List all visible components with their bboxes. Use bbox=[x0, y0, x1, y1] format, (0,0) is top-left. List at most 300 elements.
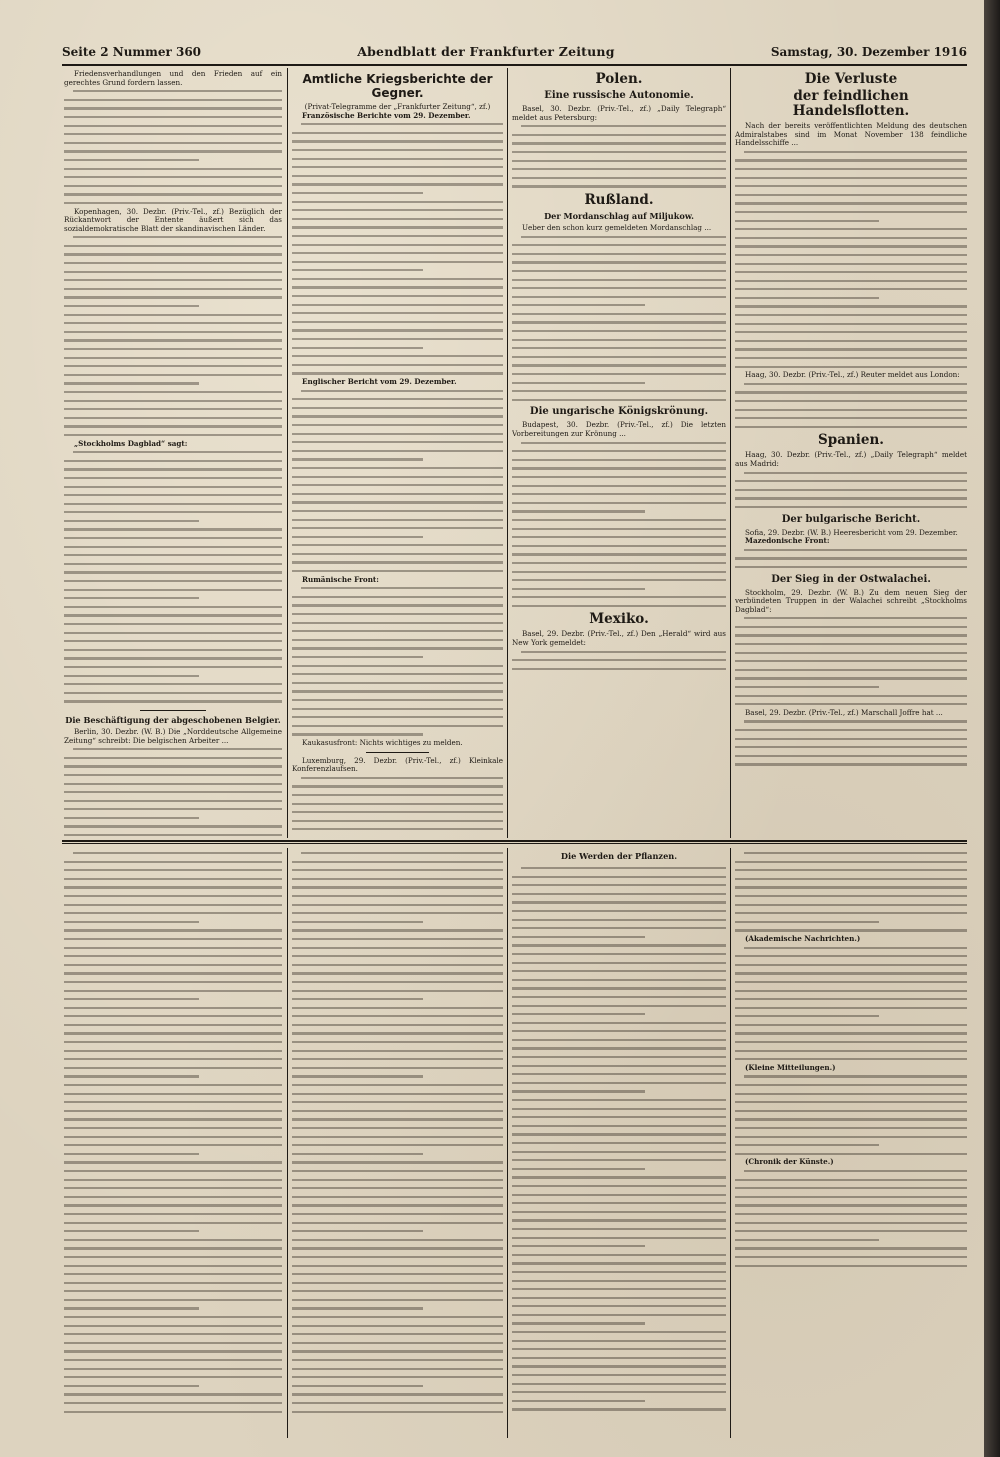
text-line bbox=[292, 215, 503, 224]
text-line bbox=[512, 898, 726, 907]
text-line bbox=[735, 918, 967, 927]
text-line bbox=[292, 636, 503, 645]
text-line bbox=[292, 352, 503, 361]
text-line bbox=[64, 1081, 282, 1090]
text-line bbox=[292, 369, 503, 378]
text-line bbox=[64, 1184, 282, 1193]
text-line bbox=[64, 405, 282, 414]
text-line bbox=[735, 735, 967, 744]
text-line bbox=[292, 507, 503, 516]
text-line bbox=[292, 791, 503, 800]
text-line bbox=[735, 726, 967, 735]
text-line bbox=[512, 1302, 726, 1311]
text-line bbox=[512, 1319, 726, 1328]
text-line bbox=[292, 817, 503, 826]
text-line bbox=[735, 1107, 967, 1116]
text-line bbox=[512, 533, 726, 542]
text-line bbox=[292, 249, 503, 258]
text-line bbox=[735, 1167, 967, 1176]
text-line bbox=[512, 1070, 726, 1079]
text-line bbox=[512, 139, 726, 148]
article-text: (Kleine Mitteilungen.) bbox=[745, 1062, 836, 1072]
text-line bbox=[512, 542, 726, 551]
text-line bbox=[64, 944, 282, 953]
text-line bbox=[735, 623, 967, 632]
article-text: Rumänische Front: bbox=[302, 574, 379, 584]
text-line bbox=[735, 866, 967, 875]
text-line bbox=[292, 550, 503, 559]
text-line bbox=[64, 371, 282, 380]
text-line bbox=[64, 611, 282, 620]
text-line bbox=[735, 987, 967, 996]
text-line bbox=[735, 1072, 967, 1081]
text-line bbox=[64, 1038, 282, 1047]
text-line bbox=[64, 797, 282, 806]
text-line bbox=[292, 1296, 503, 1305]
text-line bbox=[64, 113, 282, 122]
text-line bbox=[735, 503, 967, 512]
text-line bbox=[292, 481, 503, 490]
text-line bbox=[64, 534, 282, 543]
text-line bbox=[512, 1216, 726, 1225]
text-line bbox=[292, 155, 503, 164]
text-line bbox=[64, 336, 282, 345]
text-line bbox=[64, 422, 282, 431]
text-line bbox=[292, 421, 503, 430]
text-line bbox=[512, 1208, 726, 1217]
section-title: Die Verluste bbox=[804, 71, 898, 87]
text-line bbox=[64, 1141, 282, 1150]
article-text: Budapest, 30. Dezbr. (Priv.-Tel., zf.) Die letzten Vorbereitungen zur Krönung ... bbox=[512, 420, 726, 438]
text-line bbox=[292, 146, 503, 155]
text-line bbox=[735, 1150, 967, 1159]
text-line bbox=[512, 148, 726, 157]
text-line bbox=[735, 978, 967, 987]
text-line bbox=[512, 924, 726, 933]
text-line bbox=[64, 465, 282, 474]
text-line bbox=[64, 259, 282, 268]
text-line bbox=[64, 995, 282, 1004]
text-line bbox=[64, 1365, 282, 1374]
section-subtitle: Der Mordanschlag auf Miljukow. bbox=[544, 210, 694, 221]
article-text: Luxemburg, 29. Dezbr. (Priv.-Tel., zf.) Kleinkale Konferenzlaufsen. bbox=[292, 755, 503, 774]
text-line bbox=[64, 491, 282, 500]
text-line bbox=[292, 241, 503, 250]
text-line bbox=[512, 250, 726, 259]
text-line bbox=[512, 387, 726, 396]
text-line bbox=[64, 672, 282, 681]
text-line bbox=[512, 1113, 726, 1122]
text-line bbox=[292, 875, 503, 884]
text-line bbox=[292, 198, 503, 207]
text-line bbox=[735, 328, 967, 337]
text-line bbox=[512, 1044, 726, 1053]
text-block bbox=[292, 584, 503, 739]
text-line bbox=[512, 1027, 726, 1036]
text-line bbox=[512, 344, 726, 353]
section-subtitle: Eine russische Autonomie. bbox=[544, 90, 694, 101]
text-line bbox=[64, 1201, 282, 1210]
text-line bbox=[64, 1219, 282, 1228]
text-line bbox=[735, 354, 967, 363]
column-rule bbox=[507, 848, 508, 1438]
text-line bbox=[64, 199, 282, 208]
text-line bbox=[512, 482, 726, 491]
text-line bbox=[512, 1345, 726, 1354]
text-line bbox=[292, 866, 503, 875]
text-line bbox=[292, 774, 503, 783]
text-block bbox=[735, 546, 967, 572]
text-line bbox=[64, 689, 282, 698]
text-line bbox=[64, 250, 282, 259]
text-block bbox=[735, 380, 967, 432]
column-rule bbox=[287, 68, 288, 838]
text-line bbox=[512, 1268, 726, 1277]
text-line bbox=[735, 320, 967, 329]
text-block bbox=[735, 849, 967, 935]
divider bbox=[366, 752, 429, 753]
text-line bbox=[735, 944, 967, 953]
text-line bbox=[64, 1150, 282, 1159]
text-line bbox=[64, 517, 282, 526]
text-line bbox=[292, 909, 503, 918]
masthead: Abendblatt der Frankfurter Zeitung bbox=[357, 44, 615, 59]
text-line bbox=[292, 275, 503, 284]
text-line bbox=[64, 831, 282, 836]
text-line bbox=[292, 172, 503, 181]
text-line bbox=[292, 558, 503, 567]
text-line bbox=[64, 620, 282, 629]
text-line bbox=[64, 1210, 282, 1219]
text-line bbox=[64, 577, 282, 586]
text-line bbox=[512, 864, 726, 873]
text-line bbox=[735, 1253, 967, 1262]
text-line bbox=[735, 225, 967, 234]
text-line bbox=[64, 293, 282, 302]
text-line bbox=[292, 730, 503, 739]
text-line bbox=[64, 1072, 282, 1081]
text-block bbox=[735, 944, 967, 1064]
text-line bbox=[64, 1313, 282, 1322]
text-line bbox=[64, 130, 282, 139]
text-line bbox=[64, 762, 282, 771]
text-block bbox=[512, 864, 726, 1414]
text-line bbox=[512, 122, 726, 131]
text-line bbox=[512, 1311, 726, 1320]
column-4 bbox=[735, 70, 967, 836]
text-line bbox=[292, 610, 503, 619]
text-line bbox=[292, 318, 503, 327]
text-line bbox=[292, 1365, 503, 1374]
text-line bbox=[735, 554, 967, 563]
text-line bbox=[292, 129, 503, 138]
text-line bbox=[292, 412, 503, 421]
text-line bbox=[735, 875, 967, 884]
text-line bbox=[512, 370, 726, 379]
text-line bbox=[512, 976, 726, 985]
text-line bbox=[292, 455, 503, 464]
text-line bbox=[292, 301, 503, 310]
text-line bbox=[292, 952, 503, 961]
text-line bbox=[292, 1287, 503, 1296]
text-line bbox=[512, 984, 726, 993]
text-line bbox=[735, 752, 967, 761]
text-line bbox=[735, 388, 967, 397]
text-line bbox=[64, 654, 282, 663]
text-line bbox=[735, 1038, 967, 1047]
text-line bbox=[735, 156, 967, 165]
text-line bbox=[292, 1081, 503, 1090]
text-line bbox=[735, 1201, 967, 1210]
section-title: Der Sieg in der Ostwalachei. bbox=[771, 573, 931, 585]
text-line bbox=[735, 657, 967, 666]
text-line bbox=[292, 180, 503, 189]
text-line bbox=[292, 808, 503, 817]
text-line bbox=[64, 233, 282, 242]
text-line bbox=[292, 206, 503, 215]
text-line bbox=[64, 1390, 282, 1399]
text-line bbox=[512, 585, 726, 594]
text-line bbox=[64, 1176, 282, 1185]
text-line bbox=[292, 1356, 503, 1365]
text-line bbox=[64, 1347, 282, 1356]
text-line bbox=[512, 1199, 726, 1208]
text-line bbox=[64, 822, 282, 831]
text-line bbox=[512, 1079, 726, 1088]
text-line bbox=[735, 182, 967, 191]
text-line bbox=[64, 1279, 282, 1288]
text-line bbox=[64, 1382, 282, 1391]
text-line bbox=[512, 267, 726, 276]
text-line bbox=[292, 1330, 503, 1339]
text-line bbox=[292, 1158, 503, 1167]
text-line bbox=[735, 666, 967, 675]
text-line bbox=[512, 301, 726, 310]
text-line bbox=[292, 1201, 503, 1210]
text-line bbox=[64, 866, 282, 875]
text-line bbox=[292, 1262, 503, 1271]
text-line bbox=[64, 1236, 282, 1245]
text-line bbox=[292, 1176, 503, 1185]
text-line bbox=[292, 516, 503, 525]
article-text: Nach der bereits veröffentlichten Meldung des deutschen Admiralstabes sind im Monat November 138 feindliche Handelsschiffe ... bbox=[735, 121, 967, 148]
text-line bbox=[292, 533, 503, 542]
text-line bbox=[512, 1019, 726, 1028]
column-1 bbox=[64, 70, 282, 836]
text-line bbox=[735, 640, 967, 649]
text-line bbox=[512, 656, 726, 665]
column-2 bbox=[292, 70, 503, 836]
text-line bbox=[735, 345, 967, 354]
text-line bbox=[512, 933, 726, 942]
text-line bbox=[292, 1390, 503, 1399]
text-line bbox=[512, 550, 726, 559]
text-line bbox=[512, 318, 726, 327]
text-line bbox=[64, 1193, 282, 1202]
text-line bbox=[292, 1270, 503, 1279]
section-title: Amtliche Kriegsberichte der Gegner. bbox=[302, 72, 493, 100]
text-line bbox=[735, 242, 967, 251]
text-line bbox=[292, 584, 503, 593]
text-line bbox=[512, 576, 726, 585]
text-line bbox=[512, 1053, 726, 1062]
text-line bbox=[292, 1038, 503, 1047]
text-line bbox=[735, 1210, 967, 1219]
text-line bbox=[735, 1115, 967, 1124]
text-line bbox=[64, 586, 282, 595]
text-line bbox=[735, 277, 967, 286]
article-text: Stockholm, 29. Dezbr. (W. B.) Zu dem neuen Sieg der verbündeten Truppen in der Walachei schreibt „Stockholms Dagblad“: bbox=[735, 587, 967, 614]
text-block bbox=[512, 122, 726, 191]
text-line bbox=[735, 1047, 967, 1056]
text-line bbox=[735, 674, 967, 683]
text-line bbox=[512, 1182, 726, 1191]
text-line bbox=[64, 805, 282, 814]
text-line bbox=[512, 1405, 726, 1414]
text-line bbox=[735, 1227, 967, 1236]
text-block bbox=[64, 745, 282, 836]
text-line bbox=[512, 361, 726, 370]
text-line bbox=[512, 1371, 726, 1380]
text-block bbox=[735, 469, 967, 512]
text-block bbox=[292, 849, 503, 1416]
text-line bbox=[64, 987, 282, 996]
text-line bbox=[64, 1098, 282, 1107]
article-text: Basel, 30. Dezbr. (Priv.-Tel., zf.) „Daily Telegraph“ meldet aus Petersburg: bbox=[512, 104, 726, 122]
column-rule bbox=[730, 848, 731, 1438]
text-line bbox=[292, 1322, 503, 1331]
text-line bbox=[735, 311, 967, 320]
text-line bbox=[512, 1010, 726, 1019]
text-line bbox=[64, 1330, 282, 1339]
text-line bbox=[292, 1167, 503, 1176]
article-text: Friedensverhandlungen und den Frieden auf ein gerechtes Grund fordern lassen. bbox=[64, 70, 282, 87]
text-line bbox=[512, 1251, 726, 1260]
text-line bbox=[512, 1285, 726, 1294]
text-line bbox=[64, 388, 282, 397]
article-text: Englischer Bericht vom 29. Dezember. bbox=[302, 377, 457, 386]
text-line bbox=[735, 1133, 967, 1142]
text-line bbox=[64, 1227, 282, 1236]
text-line bbox=[512, 276, 726, 285]
text-line bbox=[512, 1130, 726, 1139]
text-line bbox=[512, 353, 726, 362]
text-line bbox=[735, 1090, 967, 1099]
text-line bbox=[64, 276, 282, 285]
article-text: Kopenhagen, 30. Dezbr. (Priv.-Tel., zf.) Bezüglich der Rückantwort der Entente äußert sich das sozialdemokratische Blatt der skandinavischen Länder. bbox=[64, 206, 282, 233]
text-line bbox=[292, 1141, 503, 1150]
feuilleton-rule bbox=[62, 843, 967, 844]
text-line bbox=[735, 494, 967, 503]
text-block bbox=[735, 614, 967, 709]
text-line bbox=[512, 1337, 726, 1346]
text-line bbox=[292, 601, 503, 610]
text-line bbox=[512, 1225, 726, 1234]
text-line bbox=[735, 1244, 967, 1253]
text-line bbox=[64, 849, 282, 858]
column-3 bbox=[512, 70, 726, 836]
text-line bbox=[64, 1047, 282, 1056]
text-line bbox=[512, 174, 726, 183]
text-line bbox=[64, 1158, 282, 1167]
text-line bbox=[64, 961, 282, 970]
text-line bbox=[64, 87, 282, 96]
text-line bbox=[292, 473, 503, 482]
text-line bbox=[292, 926, 503, 935]
text-line bbox=[292, 1124, 503, 1133]
text-line bbox=[292, 782, 503, 791]
text-line bbox=[735, 251, 967, 260]
text-line bbox=[735, 649, 967, 658]
text-line bbox=[292, 223, 503, 232]
text-line bbox=[735, 191, 967, 200]
text-line bbox=[512, 157, 726, 166]
column-rule bbox=[730, 68, 731, 838]
text-line bbox=[292, 120, 503, 129]
text-line bbox=[64, 771, 282, 780]
text-line bbox=[64, 139, 282, 148]
text-block bbox=[64, 87, 282, 207]
text-line bbox=[64, 242, 282, 251]
text-line bbox=[512, 456, 726, 465]
text-line bbox=[735, 165, 967, 174]
text-line bbox=[64, 414, 282, 423]
text-line bbox=[735, 174, 967, 183]
text-line bbox=[64, 268, 282, 277]
text-block bbox=[292, 120, 503, 378]
text-line bbox=[735, 1262, 967, 1271]
text-line bbox=[64, 1322, 282, 1331]
text-line bbox=[512, 665, 726, 674]
section-title: Spanien. bbox=[818, 432, 884, 449]
text-line bbox=[512, 907, 726, 916]
text-line bbox=[64, 1124, 282, 1133]
text-line bbox=[292, 883, 503, 892]
text-line bbox=[735, 969, 967, 978]
text-line bbox=[512, 447, 726, 456]
text-line bbox=[64, 1262, 282, 1271]
text-line bbox=[64, 1296, 282, 1305]
text-line bbox=[512, 993, 726, 1002]
text-line bbox=[512, 1165, 726, 1174]
text-line bbox=[292, 361, 503, 370]
article-text: Berlin, 30. Dezbr. (W. B.) Die „Norddeutsche Allgemeine Zeitung“ schreibt: Die belgischen Arbeiter ... bbox=[64, 726, 282, 745]
text-block bbox=[512, 439, 726, 611]
text-line bbox=[64, 311, 282, 320]
text-line bbox=[512, 1105, 726, 1114]
text-line bbox=[735, 926, 967, 935]
text-line bbox=[64, 788, 282, 797]
text-line bbox=[292, 1072, 503, 1081]
text-line bbox=[292, 163, 503, 172]
feuilleton-column-2 bbox=[292, 849, 503, 1437]
column-rule bbox=[507, 68, 508, 838]
text-line bbox=[735, 563, 967, 572]
text-line bbox=[64, 165, 282, 174]
text-line bbox=[292, 1210, 503, 1219]
text-line bbox=[735, 486, 967, 495]
text-line bbox=[292, 395, 503, 404]
text-line bbox=[292, 1304, 503, 1313]
text-line bbox=[292, 567, 503, 576]
section-title: Mexiko. bbox=[589, 611, 649, 628]
text-line bbox=[512, 593, 726, 602]
text-line bbox=[292, 438, 503, 447]
text-line bbox=[292, 800, 503, 809]
text-line bbox=[64, 1107, 282, 1116]
text-line bbox=[292, 1090, 503, 1099]
text-line bbox=[292, 1133, 503, 1142]
